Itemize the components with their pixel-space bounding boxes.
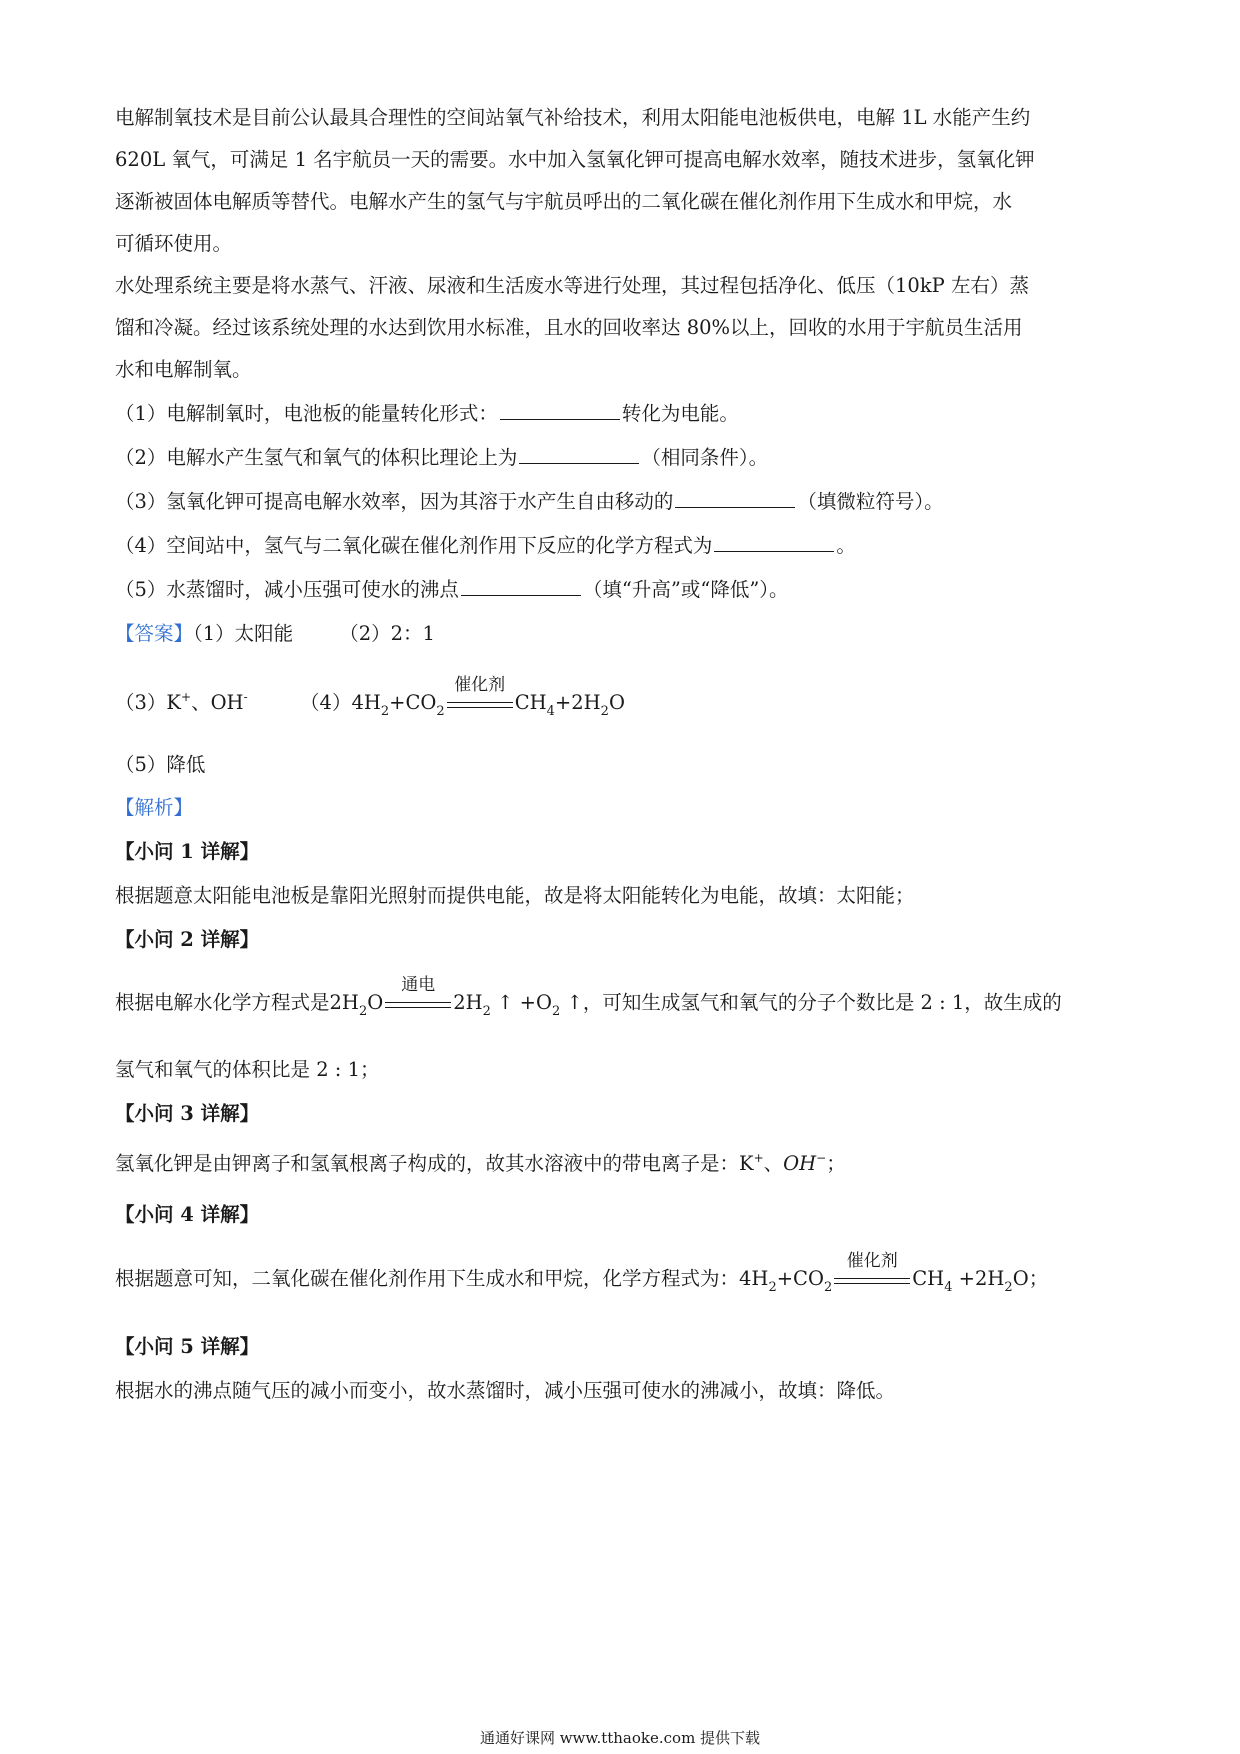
analysis-text-part: 氢氧化钾是由钾离子和氢氧根离子构成的，故其水溶液中的带电离子是：	[115, 1152, 740, 1175]
analysis-text: 氢气和氧气的体积比是 2 : 1；	[115, 1058, 380, 1081]
methane-equation: $4H_2+CO_2$ 催化剂 $CH_4 +2H_2O$；	[739, 1267, 1048, 1290]
subheading: 【小问 5 详解】	[115, 1335, 260, 1358]
question-5	[115, 577, 789, 603]
reaction-condition-arrow	[385, 974, 451, 1014]
analysis-text-part: 根据题意可知，二氧化碳在催化剂作用下生成水和甲烷，化学方程式为：	[115, 1267, 740, 1290]
intro-line: 可循环使用。	[115, 232, 233, 255]
question-text: （相同条件）。	[641, 446, 769, 469]
answer-3-label: （3）	[115, 691, 167, 714]
reaction-condition-arrow	[447, 674, 513, 714]
question-text: 。	[836, 534, 856, 557]
question-text: （4）空间站中，氢气与二氧化碳在催化剂作用下反应的化学方程式为	[115, 534, 713, 557]
question-3	[115, 489, 944, 515]
analysis-text-part: 根据电解水化学方程式是	[115, 991, 330, 1014]
question-text: （5）水蒸馏时，减小压强可使水的沸点	[115, 578, 459, 601]
answer-4-label: （4）	[300, 691, 352, 714]
question-text: （2）电解水产生氢气和氧气的体积比理论上为	[115, 446, 518, 469]
question-text: （填“升高”或“降低”）。	[582, 578, 789, 601]
answer-tag: 【答案】	[115, 622, 194, 645]
electrolysis-equation: $2H_2O$ 通电 $2H_2$ ↑ $+O_2$ ↑	[330, 991, 583, 1014]
analysis-text	[115, 1250, 1049, 1295]
intro-line: 水和电解制氧。	[115, 358, 252, 381]
intro-line: 逐渐被固体电解质等替代。电解水产生的氢气与宇航员呼出的二氧化碳在催化剂作用下生成水和甲烷，水	[115, 190, 1013, 213]
subheading: 【小问 1 详解】	[115, 840, 260, 863]
intro-line: 馏和冷凝。经过该系统处理的水达到饮用水标准，且水的回收率达 80%以上，回收的水用于宇航员生活用	[115, 316, 1023, 339]
answer-5: （5）降低	[115, 753, 206, 776]
answer-blank	[500, 401, 620, 420]
answer-line-2	[115, 674, 625, 719]
analysis-text: 根据题意太阳能电池板是靠阳光照射而提供电能，故是将太阳能转化为电能，故填：太阳能；	[115, 884, 915, 907]
analysis-text-part: ，可知生成氢气和氧气的分子个数比是 2 : 1，故生成的	[582, 991, 1062, 1014]
subheading: 【小问 4 详解】	[115, 1203, 260, 1226]
subheading: 【小问 3 详解】	[115, 1102, 260, 1125]
footer-text: 通通好课网 www.tthaoke.com 提供下载	[479, 1729, 761, 1747]
question-2	[115, 445, 768, 471]
question-text: （3）氢氧化钾可提高电解水效率，因为其溶于水产生自由移动的	[115, 490, 674, 513]
intro-line: 水处理系统主要是将水蒸气、汗液、尿液和生活废水等进行处理，其过程包括净化、低压（10kP 左右）蒸	[115, 274, 1029, 297]
intro-line: 620L 氧气，可满足 1 名宇航员一天的需要。水中加入氢氧化钾可提高电解水效率，随技术进步，氢氧化钾	[115, 148, 1035, 171]
question-4	[115, 533, 856, 559]
answer-blank	[675, 489, 795, 508]
question-1	[115, 401, 739, 427]
answer-1: （1）太阳能	[193, 622, 294, 645]
analysis-tag: 【解析】	[115, 796, 194, 819]
catalyst-label: 催化剂	[846, 1250, 898, 1271]
answer-blank	[519, 445, 639, 464]
subheading: 【小问 2 详解】	[115, 928, 260, 951]
reaction-condition-arrow	[834, 1250, 910, 1290]
answer-3-formula: K+、OH-	[166, 690, 248, 714]
question-text: （填微粒符号）。	[797, 490, 944, 513]
ion-formula: K+、OH−；	[739, 1151, 846, 1175]
answer-2: （2）2：1	[339, 622, 435, 645]
analysis-text: 根据水的沸点随气压的减小而变小，故水蒸馏时，减小压强可使水的沸减小，故填：降低。	[115, 1379, 896, 1402]
analysis-text	[115, 1151, 846, 1179]
question-text: （1）电解制氧时，电池板的能量转化形式：	[115, 402, 498, 425]
catalyst-label: 催化剂	[454, 674, 506, 695]
electrify-label: 通电	[401, 974, 436, 995]
analysis-text	[115, 974, 1062, 1019]
question-text: 转化为电能。	[621, 402, 739, 425]
answer-line-1	[115, 621, 435, 647]
answer-blank	[714, 533, 834, 552]
intro-line: 电解制氧技术是目前公认最具合理性的空间站氧气补给技术，利用太阳能电池板供电，电解 1L 水能产生约	[115, 106, 1031, 129]
answer-4-equation: $4H_2+CO_2$ 催化剂 $CH_4+2H_2O$	[351, 691, 625, 714]
answer-blank	[461, 577, 581, 596]
